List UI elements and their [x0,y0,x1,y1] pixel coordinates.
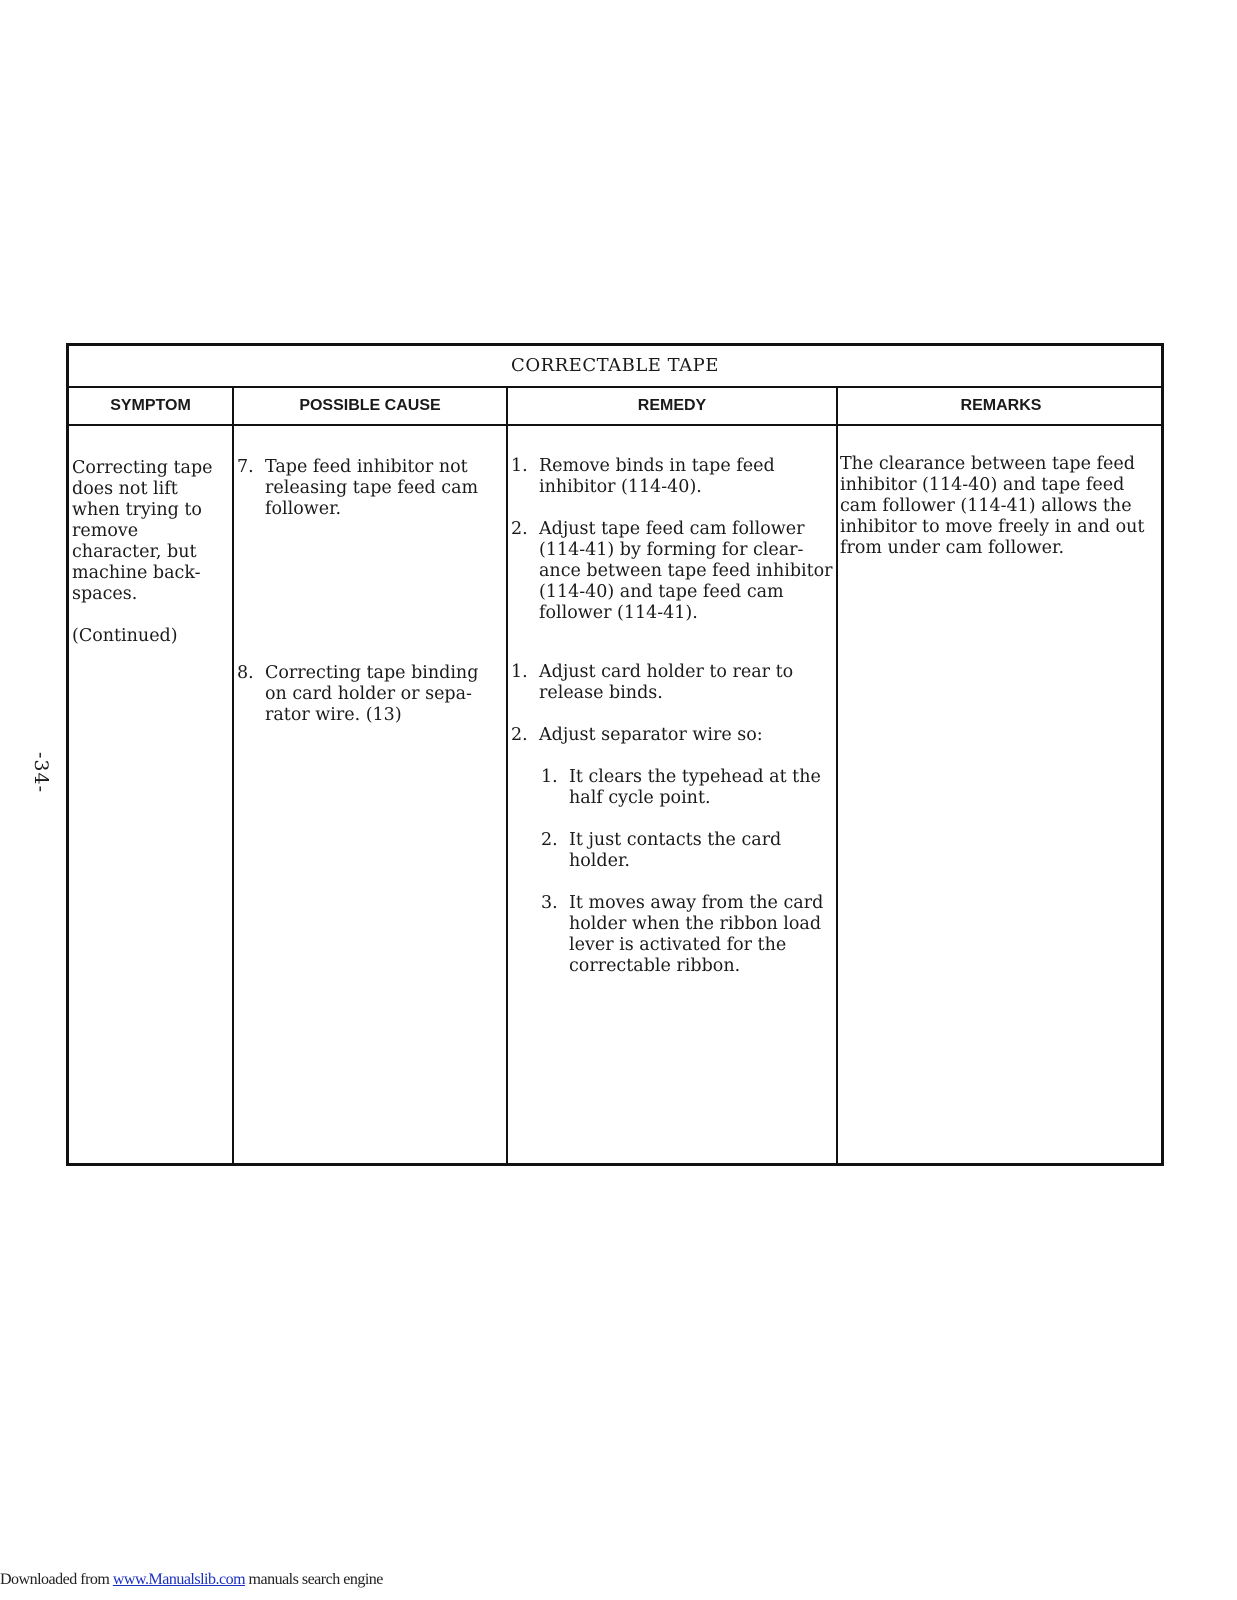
cause-text: Correcting tape binding on card holder or sepa-rator wire. (13) [265,663,479,725]
cause-text: Tape feed inhibitor not releasing tape feed cam follower. [265,457,479,519]
remedy-number: 2. [511,519,528,539]
remedy-item [511,725,833,746]
symptom-cell [72,458,230,647]
cause-item [237,663,501,726]
header-remarks: REMARKS [960,397,1042,414]
subitem-text: It clears the typehead at the half cycle point. [569,767,821,808]
remarks-text: The clearance between tape feed inhibitor (114-40) and tape feed cam follower (114-41) allows the inhibitor to move freely in and out from under cam follower. [840,454,1145,558]
subitem-text: It just contacts the card holder. [569,830,782,871]
remedy-text: Adjust separator wire so: [539,725,763,745]
column-divider [232,388,234,1163]
page-number: -34- [30,752,52,794]
remedy-subitem [511,767,833,809]
troubleshooting-table [66,343,1164,1166]
symptom-text: Correcting tape does not lift when trying to remove character, but machine back-spaces. [72,458,213,604]
subitem-text: It moves away from the card holder when the ribbon load lever is activated for the correctable ribbon. [569,893,824,976]
cause-item [237,457,501,520]
cause-7-cell [237,457,501,541]
remedy-text: Remove binds in tape feed inhibitor (114-40). [539,456,775,497]
footer-suffix: manuals search engine [245,1571,383,1588]
subitem-number: 3. [541,893,558,913]
header-symptom: SYMPTOM [110,397,191,414]
cause-number: 8. [237,663,254,683]
remedy-text: Adjust tape feed cam follower (114-41) by forming for clear-ance between tape feed inhibitor (114-40) and tape feed cam follower (114-41). [539,519,833,623]
remedy-item [511,456,833,498]
remedy-number: 2. [511,725,528,745]
header-possible-cause: POSSIBLE CAUSE [299,397,441,414]
remedy-7-cell [511,456,833,645]
remedy-8-cell [511,662,833,998]
cause-8-cell [237,663,501,747]
manualslib-link[interactable]: www.Manualslib.com [112,1571,246,1588]
header-remedy: REMEDY [637,397,707,414]
remedy-text: Adjust card holder to rear to release binds. [539,662,794,703]
remarks-7-cell [840,454,1160,559]
column-divider [836,388,838,1163]
remedy-item [511,519,833,624]
table-title: CORRECTABLE TAPE [69,346,1161,388]
remedy-number: 1. [511,662,528,682]
remedy-number: 1. [511,456,528,476]
remedy-subitem [511,830,833,872]
download-footer [0,1571,383,1589]
subitem-number: 1. [541,767,558,787]
footer-prefix: Downloaded from [0,1571,113,1588]
continued-label: (Continued) [72,626,178,646]
remedy-item [511,662,833,704]
column-divider [506,388,508,1163]
cause-number: 7. [237,457,254,477]
remedy-subitem [511,893,833,977]
subitem-number: 2. [541,830,558,850]
